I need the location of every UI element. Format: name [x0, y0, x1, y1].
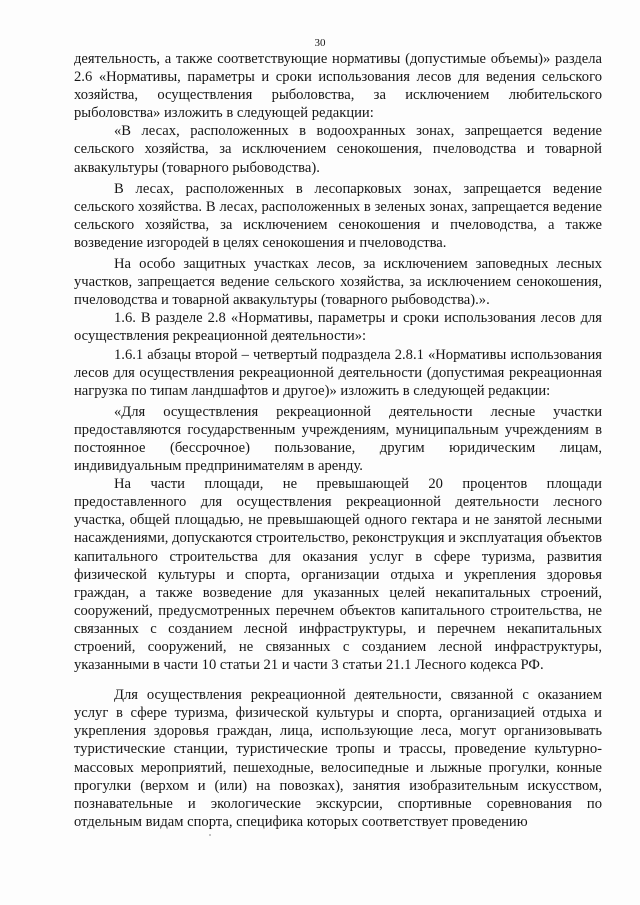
- paragraph-recreational-activities: Для осуществления рекреационной деятельности, связанной с оказанием услуг в сфере туризма, физической культуры и спорта, организацией отдыха и укрепления здоровья граждан, лица, использующие леса, могут организовывать туристические станции, туристические тропы и трассы, проведение культурно-массовых мероприятий, пешеходные, велосипедные и лыжные прогулки, конные прогулки (верхом и (или) на повозках), занятия изобразительным искусством, познавательные и экологические экскурсии, спортивные соревнования по отдельным видам спорта, специфика которых соответствует проведению: [74, 687, 602, 830]
- document-body: [74, 50, 602, 831]
- paragraph-section-1-6: 1.6. В разделе 2.8 «Нормативы, параметры и сроки использования лесов для осуществления рекреационной деятельности»:: [74, 310, 602, 345]
- paragraph-continuation: деятельность, а также соответствующие нормативы (допустимые объемы)» раздела 2.6 «Нормативы, параметры и сроки использования лесов для ведения сельского хозяйства, осуществления рыболовства, за исключением любительского рыболовства» изложить в следующей редакции:: [74, 51, 602, 122]
- paragraph-forest-park-zones: В лесах, расположенных в лесопарковых зонах, запрещается ведение сельского хозяйства. В лесах, расположенных в зеленых зонах, запрещается ведение сельского хозяйства, за исключением сенокошения и пчеловодства, а также возведение изгородей в целях сенокошения и пчеловодства.: [74, 180, 602, 251]
- page-number: 30: [314, 37, 326, 49]
- paragraph-protective-areas: На особо защитных участках лесов, за исключением заповедных лесных участков, запрещается ведение сельского хозяйства, за исключением сенокошения, пчеловодства и товарной аквакультуры (товарного рыбоводства).».: [74, 256, 602, 309]
- paragraph-subsection-1-6-1: 1.6.1 абзацы второй – четвертый подраздела 2.8.1 «Нормативы использования лесов для осуществления рекреационной деятельности (допустимая рекреационная нагрузка по типам ландшафтов и другое)» изложить в следующей редакции:: [74, 346, 602, 399]
- paragraph-twenty-percent-area: На части площади, не превышающей 20 процентов площади предоставленного для осуществления рекреационной деятельности лесного участка, общей площадью, не превышающей одного гектара и не занятой лесными насаждениями, допускаются строительство, реконструкция и эксплуатация объектов капитального строительства для оказания услуг в сфере туризма, развития физической культуры и спорта, организации отдыха и укрепления здоровья граждан, а также возведение для указанных целей некапитальных строений, сооружений, предусмотренных перечнем объектов капитального строительства, не связанных с созданием лесной инфраструктуры, и перечнем некапитальных строений, сооружений, не связанных с созданием лесной инфраструктуры, указанными в части 10 статьи 21 и части 3 статьи 21.1 Лесного кодекса РФ.: [74, 476, 602, 674]
- paragraph-recreational-plots: «Для осуществления рекреационной деятельности лесные участки предоставляются государственным учреждениям, муниципальным учреждениям в постоянное (бессрочное) пользование, другим юридическим лицам, индивидуальным предпринимателям в аренду.: [74, 403, 602, 475]
- paragraph-water-protection-zones: «В лесах, расположенных в водоохранных зонах, запрещается ведение сельского хозяйства, за исключением сенокошения, пчеловодства и товарной аквакультуры (товарного рыбоводства).: [74, 123, 602, 176]
- scan-speck: [209, 834, 211, 836]
